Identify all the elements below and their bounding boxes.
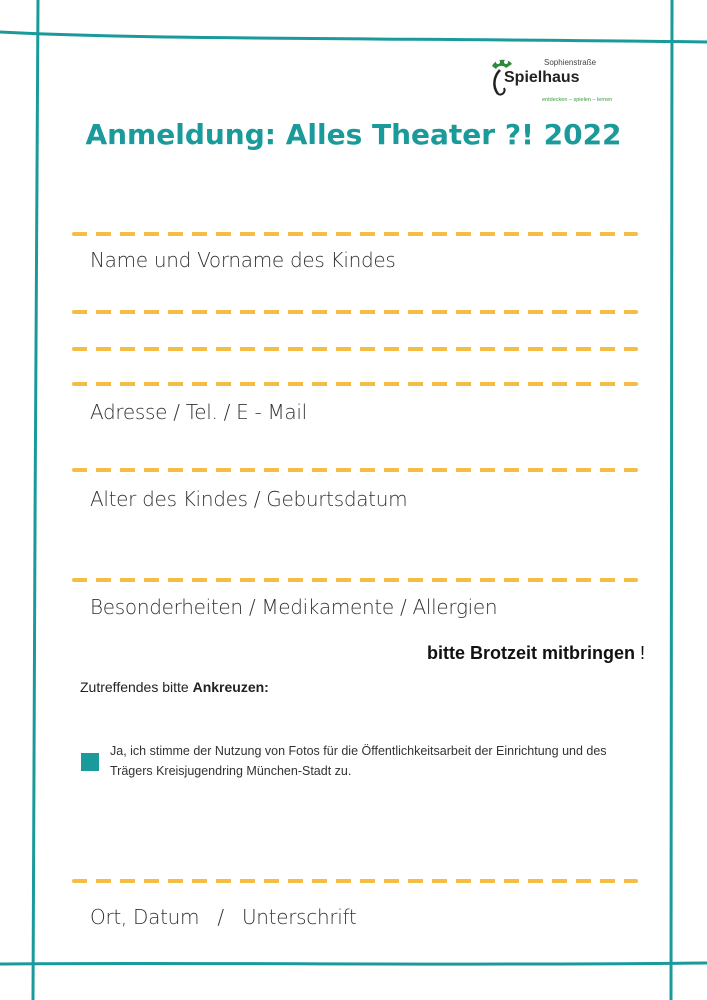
spielhaus-logo: [478, 56, 628, 106]
child-name-line[interactable]: [72, 232, 638, 236]
special-label: Besonderheiten / Medikamente / Allergien: [90, 595, 498, 619]
age-line[interactable]: [72, 468, 638, 472]
instruction-prefix: Zutreffendes bitte: [80, 679, 193, 695]
signature-label: Ort, Datum / Unterschrift: [90, 905, 357, 929]
logo-street: Sophienstraße: [544, 58, 597, 67]
age-label: Alter des Kindes / Geburtsdatum: [90, 487, 408, 511]
brotzeit-notice-text: bitte Brotzeit mitbringen: [426, 643, 635, 663]
photo-consent-text: Ja, ich stimme der Nutzung von Fotos für die Öffentlichkeitsarbeit der Einrichtung und des Trägers Kreisjugendring München-Stadt zu.: [110, 744, 607, 778]
address-label: Adresse / Tel. / E - Mail: [90, 400, 307, 424]
instruction-bold: Ankreuzen:: [192, 679, 269, 695]
logo-tagline: entdecken – spielen – lernen: [542, 97, 613, 103]
signature-line[interactable]: [72, 879, 638, 883]
brotzeit-notice: [427, 643, 645, 664]
brotzeit-notice-suffix: !: [634, 643, 645, 663]
address-line-3[interactable]: [72, 382, 638, 386]
special-line[interactable]: [72, 578, 638, 582]
photo-consent-checkbox[interactable]: [81, 753, 99, 771]
instruction-text: [80, 679, 269, 695]
child-name-label: Name und Vorname des Kindes: [90, 248, 396, 272]
page-title: Anmeldung: Alles Theater ?! 2022: [85, 118, 622, 151]
logo-name: Spielhaus: [504, 69, 580, 86]
address-line-1[interactable]: [72, 310, 638, 314]
address-line-2[interactable]: [72, 347, 638, 351]
